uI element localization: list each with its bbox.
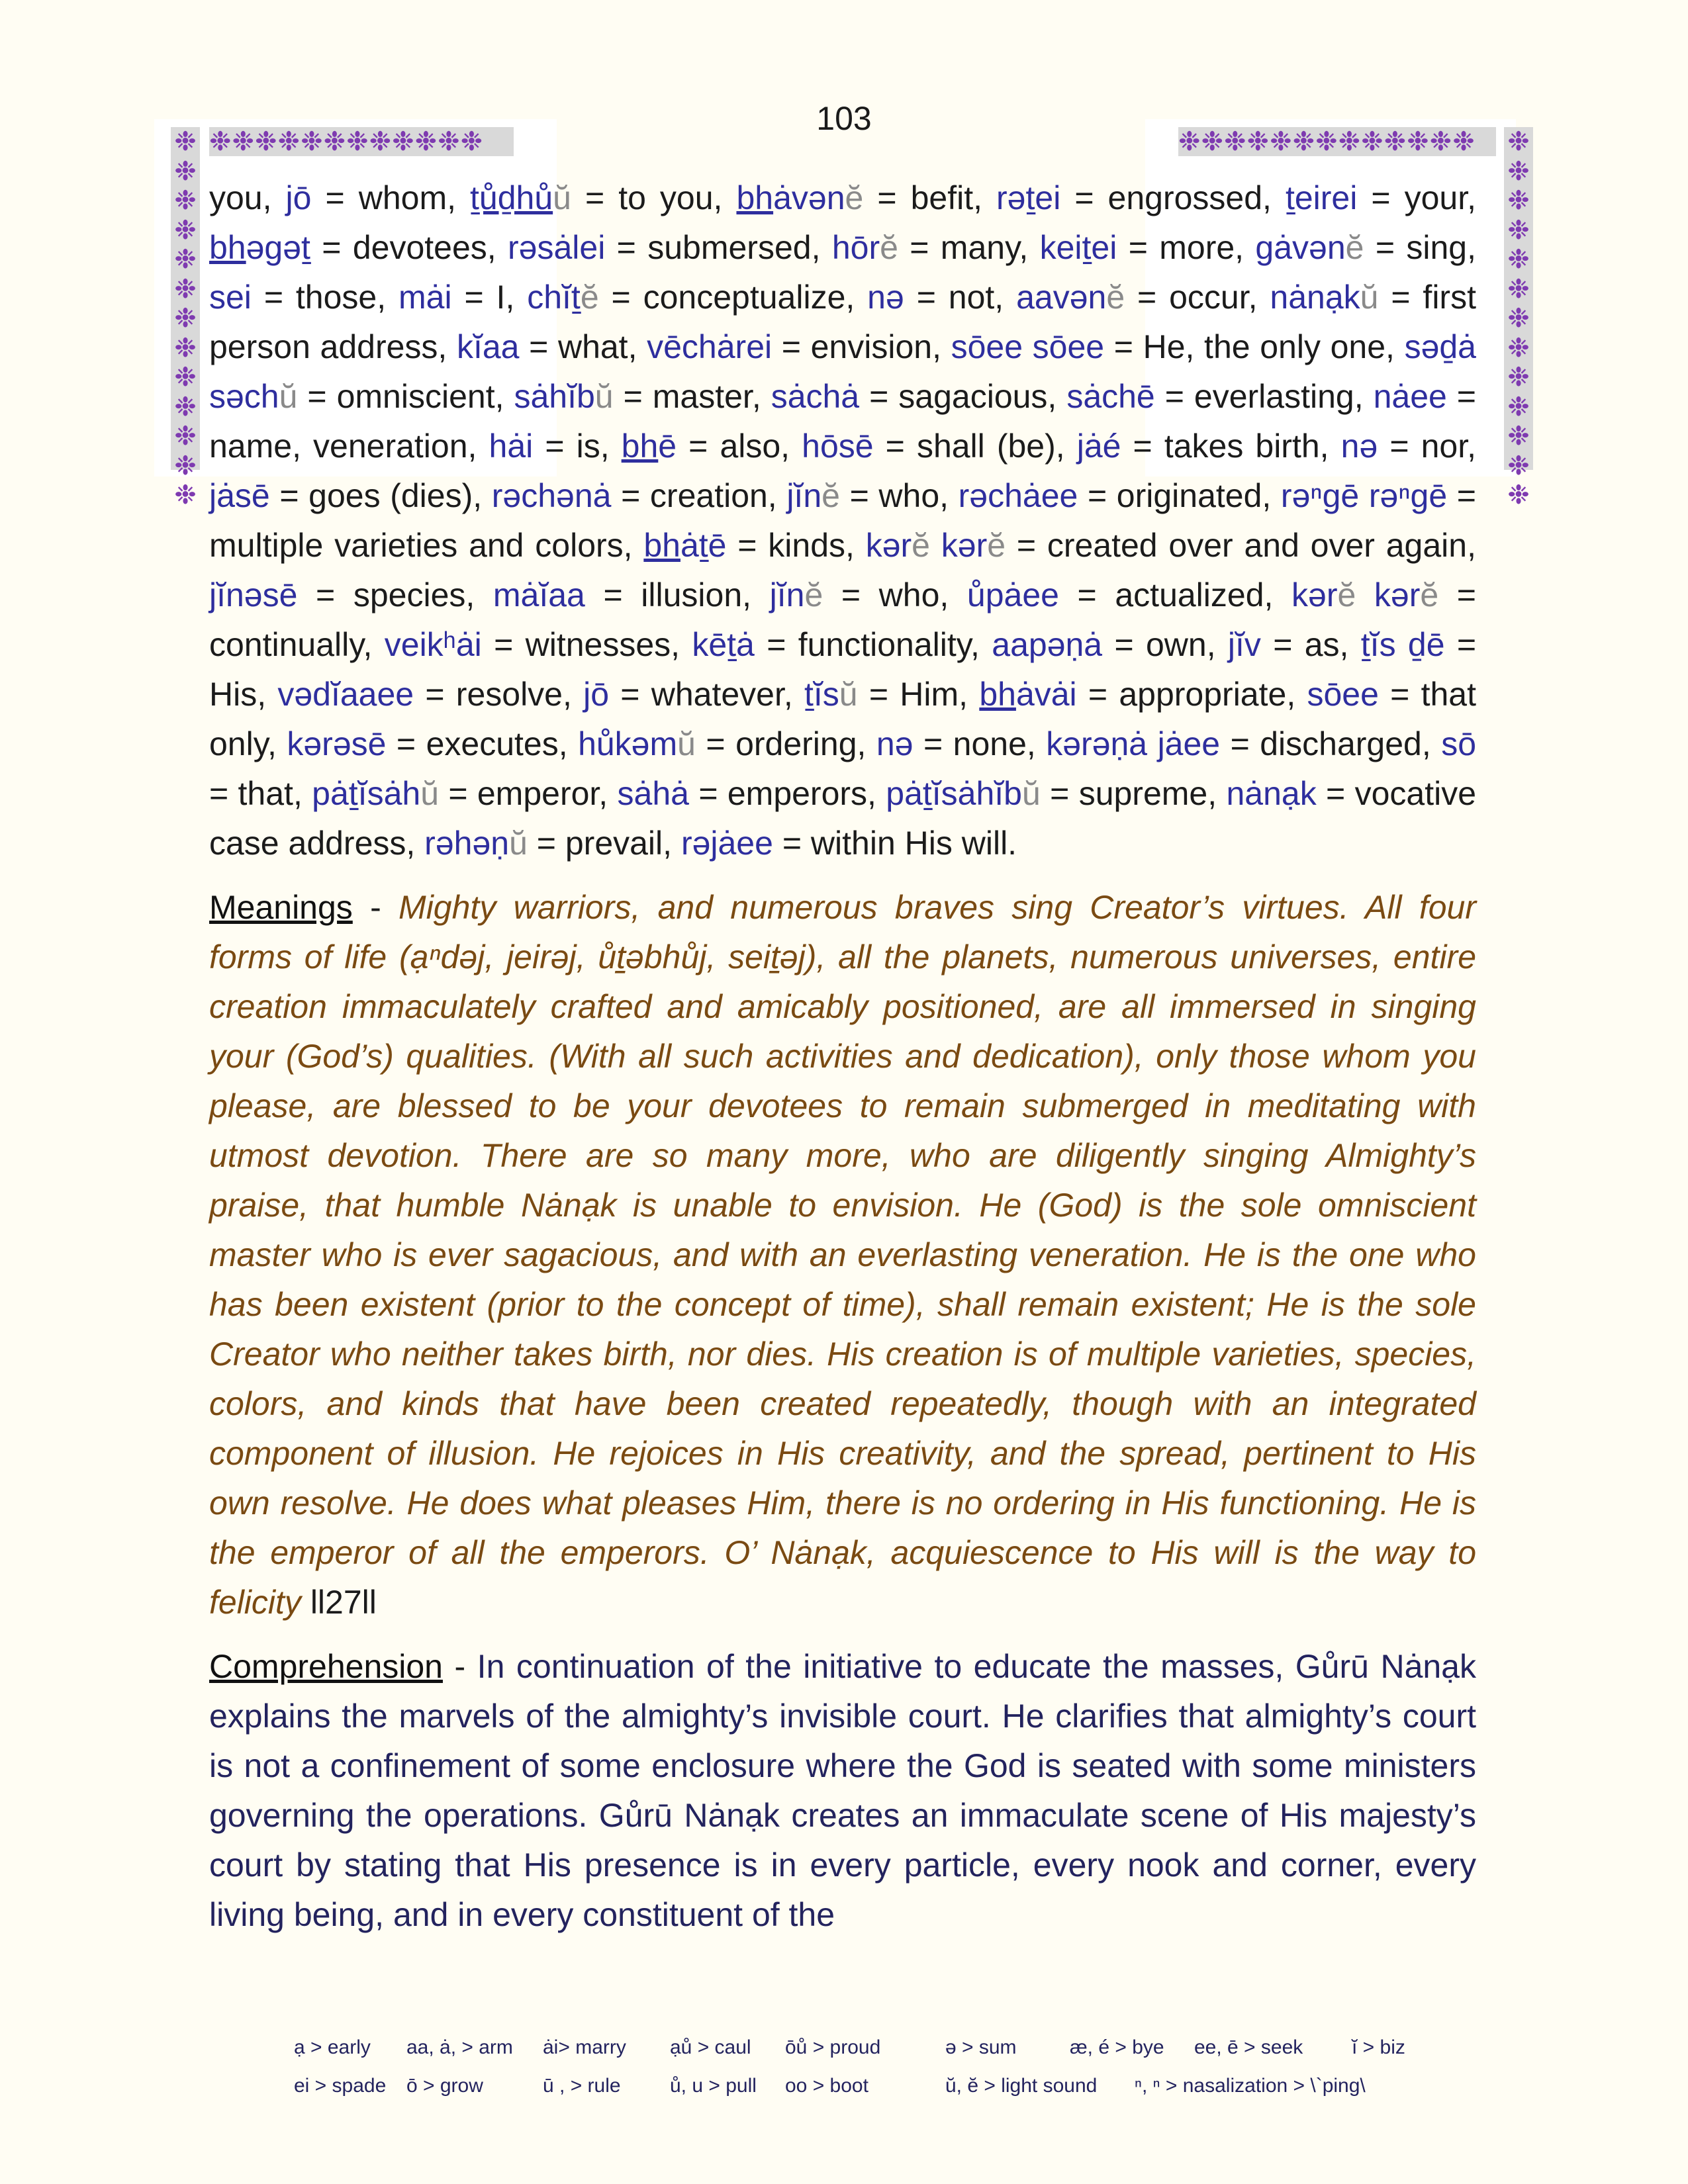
gloss-transliteration: chĭṯ: [527, 279, 581, 316]
gloss-transliteration: pȧṯĭsȧhĭb: [886, 775, 1022, 812]
gloss-transliteration: ȧvən: [773, 179, 845, 216]
gloss-light-sound: ĕ: [880, 229, 898, 266]
gloss-transliteration: rəṯei: [996, 179, 1061, 216]
gloss-english: = Him,: [857, 676, 980, 713]
gloss-transliteration: jȧsē: [209, 477, 270, 514]
gloss-transliteration: bh: [979, 676, 1016, 713]
gloss-english: = occur,: [1125, 279, 1270, 316]
pronunciation-key: [294, 2028, 1485, 2105]
key-item: ə > sum: [945, 2036, 1017, 2058]
gloss-transliteration: jȧé: [1076, 428, 1121, 465]
gloss-english: = kinds,: [726, 527, 866, 564]
gloss-light-sound: ĕ: [1420, 576, 1439, 614]
gloss-transliteration: rəchȧee: [958, 477, 1078, 514]
comprehension-paragraph: [209, 1642, 1476, 1940]
gloss-transliteration: bh: [621, 428, 659, 465]
meanings-label: Meanings: [209, 889, 353, 926]
gloss-transliteration: jĭv: [1227, 626, 1261, 663]
gloss-english: = He, the only one,: [1104, 328, 1405, 365]
gloss-transliteration: kər: [1356, 576, 1421, 614]
gloss-english: = species,: [297, 576, 493, 614]
gloss-english: = actualized,: [1058, 576, 1292, 614]
gloss-transliteration: nə: [1340, 428, 1378, 465]
gloss-light-sound: ĕ: [1106, 279, 1125, 316]
gloss-light-sound: ŭ: [839, 676, 858, 713]
ornament-border-left: ❉ ❉ ❉ ❉ ❉ ❉ ❉ ❉ ❉ ❉ ❉ ❉ ❉: [171, 127, 200, 470]
gloss-transliteration: gȧvən: [1255, 229, 1346, 266]
comprehension-separator: -: [442, 1648, 477, 1685]
gloss-transliteration: vədĭaaee: [277, 676, 414, 713]
gloss-english: = own,: [1102, 626, 1228, 663]
gloss-english: = creation,: [611, 477, 787, 514]
gloss-transliteration: nȧee: [1373, 378, 1447, 415]
key-item: ạ > early: [294, 2036, 371, 2058]
gloss-light-sound: ŭ: [420, 775, 439, 812]
gloss-transliteration: jō: [583, 676, 610, 713]
gloss-english: = emperors,: [688, 775, 886, 812]
gloss-english: = sagacious,: [859, 378, 1067, 415]
gloss-transliteration: ṯůḏhů: [470, 179, 553, 216]
gloss-transliteration: kər: [1291, 576, 1338, 614]
gloss-english: you,: [209, 179, 286, 216]
meanings-text: Mighty warriors, and numerous braves sing Creator’s virtues. All four forms of life (ạⁿdəj, jeirəj, ůṯəbhůj, seiṯəj), all the planets, numerous universes, entire creation immaculately crafted and amicably positioned, are all immersed in singing your (God’s) qualities. (With all such activities and dedication), only those whom you please, are blessed to be your devotees to remain submerged in meditating with utmost devotion. There are so many more, who are diligently singing Almighty’s praise, that humble Nȧnạk is unable to envision. He (God) is the sole omniscient master who is ever sagacious, and with an everlasting veneration. He is the one who has been existent (prior to the concept of time), shall remain existent; He is the sole Creator who neither takes birth, nor dies. His creation is of multiple varieties, species, colors, and kinds that have been created repeatedly, though with an integrated component of illusion. He rejoices in His creativity, and the spread, pertinent to His own resolve. He does what pleases Him, there is no ordering in His functioning. He is the emperor of all the emperors. O’ Nȧnạk, acquiescence to His will is the way to felicity: [209, 889, 1476, 1621]
gloss-english: = witnesses,: [481, 626, 692, 663]
key-item: ō > grow: [406, 2075, 483, 2097]
gloss-light-sound: ĕ: [580, 279, 599, 316]
meanings-paragraph: [209, 883, 1476, 1627]
key-item: ōů > proud: [785, 2036, 881, 2058]
gloss-english: = name, veneration,: [209, 378, 1476, 465]
page-number: 103: [816, 100, 872, 137]
gloss-english: = goes (dies),: [269, 477, 492, 514]
gloss-transliteration: nȧnạk: [1226, 775, 1317, 812]
gloss-english: = takes birth,: [1121, 428, 1341, 465]
gloss-english: = engrossed,: [1060, 179, 1286, 216]
gloss-english: = whatever,: [609, 676, 804, 713]
gloss-english: = many,: [898, 229, 1040, 266]
gloss-english: = prevail,: [527, 825, 681, 862]
gloss-transliteration: sȧchȧ: [771, 378, 860, 415]
word-glossary: [209, 173, 1476, 868]
gloss-light-sound: ŭ: [594, 378, 614, 415]
gloss-transliteration: kərəṇȧ jȧee: [1046, 725, 1221, 762]
key-item: ⁿ, ⁿ > nasalization > \`ping\: [1135, 2075, 1366, 2097]
gloss-english: = emperor,: [439, 775, 618, 812]
gloss-english: = multiple varieties and colors,: [209, 477, 1476, 564]
key-item: ŭ, ĕ > light sound: [945, 2075, 1098, 2097]
gloss-english: = omniscient,: [297, 378, 514, 415]
gloss-transliteration: ṯĭs: [804, 676, 839, 713]
gloss-transliteration: hȧi: [489, 428, 534, 465]
gloss-transliteration: rəⁿgē rəⁿgē: [1280, 477, 1448, 514]
key-item: ee, ē > seek: [1194, 2036, 1303, 2058]
gloss-english: = that,: [209, 775, 312, 812]
gloss-english: = also,: [677, 428, 802, 465]
gloss-english: = vocative case address,: [209, 775, 1477, 862]
gloss-english: = conceptualize,: [598, 279, 868, 316]
gloss-transliteration: rəchənȧ: [491, 477, 612, 514]
gloss-transliteration: əgəṯ: [246, 229, 310, 266]
gloss-transliteration: kərəsē: [287, 725, 387, 762]
gloss-transliteration: səḏȧ səch: [209, 328, 1476, 415]
gloss-transliteration: keiṯei: [1039, 229, 1117, 266]
ornament-border-top-right: ❉❉❉❉❉❉❉❉❉❉❉❉❉: [1178, 127, 1496, 156]
key-item: ei > spade: [294, 2075, 387, 2097]
key-item: aa, ȧ, > arm: [406, 2036, 513, 2058]
gloss-english: = envision,: [772, 328, 951, 365]
gloss-english: = who,: [839, 477, 959, 514]
gloss-transliteration: kər: [929, 527, 988, 564]
gloss-transliteration: pȧṯĭsȧh: [312, 775, 421, 812]
gloss-transliteration: rəjȧee: [680, 825, 773, 862]
gloss-transliteration: rəhəṇ: [424, 825, 510, 862]
gloss-english: = none,: [913, 725, 1047, 762]
ornament-border-top-left: ❉❉❉❉❉❉❉❉❉❉❉❉: [209, 127, 514, 156]
gloss-english: = continually,: [209, 576, 1476, 663]
gloss-english: = devotees,: [310, 229, 508, 266]
gloss-transliteration: aapəṇȧ: [992, 626, 1103, 663]
pronunciation-key-row-2: [294, 2067, 1485, 2105]
gloss-light-sound: ŭ: [553, 179, 571, 216]
gloss-transliteration: ṯĭs ḏē: [1360, 626, 1445, 663]
key-item: oo > boot: [785, 2075, 868, 2097]
meanings-separator: -: [352, 889, 399, 926]
gloss-english: = functionality,: [754, 626, 992, 663]
key-item: ạů > caul: [670, 2036, 751, 2058]
ornament-border-right: ❉ ❉ ❉ ❉ ❉ ❉ ❉ ❉ ❉ ❉ ❉ ❉ ❉: [1504, 127, 1533, 470]
gloss-transliteration: jō: [285, 179, 312, 216]
verse-number-mark: ll27ll: [301, 1584, 377, 1621]
gloss-transliteration: ůpȧee: [966, 576, 1059, 614]
gloss-english: = first person address,: [209, 279, 1476, 365]
pronunciation-key-row-1: [294, 2028, 1485, 2067]
gloss-transliteration: hōr: [831, 229, 880, 266]
gloss-light-sound: ŭ: [1022, 775, 1041, 812]
gloss-english: = resolve,: [414, 676, 584, 713]
gloss-english: = everlasting,: [1154, 378, 1374, 415]
gloss-transliteration: bh: [209, 229, 246, 266]
gloss-transliteration: mȧi: [399, 279, 452, 316]
gloss-transliteration: mȧĭaa: [492, 576, 585, 614]
gloss-english: = originated,: [1078, 477, 1281, 514]
gloss-transliteration: nə: [867, 279, 904, 316]
gloss-transliteration: ṯeirei: [1285, 179, 1358, 216]
gloss-english: = appropriate,: [1076, 676, 1307, 713]
gloss-transliteration: vēchȧrei: [647, 328, 773, 365]
gloss-light-sound: ŭ: [279, 378, 298, 415]
gloss-english: = I,: [451, 279, 528, 316]
gloss-light-sound: ĕ: [987, 527, 1006, 564]
gloss-transliteration: kēṯȧ: [692, 626, 755, 663]
gloss-english: = your,: [1357, 179, 1476, 216]
gloss-transliteration: aavən: [1016, 279, 1107, 316]
gloss-english: = supreme,: [1040, 775, 1227, 812]
gloss-transliteration: sōee: [1307, 676, 1379, 713]
gloss-english: = discharged,: [1220, 725, 1442, 762]
comprehension-label: Comprehension: [209, 1648, 443, 1685]
key-item: ū , > rule: [543, 2075, 621, 2097]
gloss-english: = not,: [904, 279, 1017, 316]
gloss-transliteration: sȧchē: [1066, 378, 1155, 415]
gloss-transliteration: nə: [876, 725, 914, 762]
gloss-light-sound: ĕ: [804, 576, 823, 614]
gloss-english: = who,: [823, 576, 967, 614]
gloss-transliteration: bh: [643, 527, 680, 564]
gloss-english: = more,: [1117, 229, 1256, 266]
gloss-transliteration: hůkəm: [578, 725, 678, 762]
gloss-english: = nor,: [1378, 428, 1477, 465]
gloss-light-sound: ŭ: [1360, 279, 1379, 316]
gloss-transliteration: kĭaa: [456, 328, 520, 365]
gloss-english: = submersed,: [605, 229, 832, 266]
gloss-light-sound: ĕ: [821, 477, 840, 514]
gloss-light-sound: ĕ: [1337, 576, 1356, 614]
gloss-english: = shall (be),: [873, 428, 1077, 465]
key-item: æ, é > bye: [1070, 2036, 1164, 2058]
key-item: ȧi> marry: [543, 2036, 626, 2058]
gloss-light-sound: ŭ: [509, 825, 528, 862]
gloss-english: = is,: [533, 428, 622, 465]
key-item: ĭ > biz: [1352, 2036, 1405, 2058]
gloss-transliteration: sō: [1441, 725, 1477, 762]
gloss-english: = as,: [1260, 626, 1361, 663]
gloss-english: = executes,: [386, 725, 579, 762]
gloss-light-sound: ĕ: [845, 179, 864, 216]
gloss-transliteration: sei: [209, 279, 252, 316]
key-item: ů, u > pull: [670, 2075, 757, 2097]
gloss-transliteration: sōee sōee: [951, 328, 1105, 365]
gloss-english: = what,: [519, 328, 647, 365]
gloss-transliteration: jĭn: [786, 477, 822, 514]
gloss-light-sound: ĕ: [1345, 229, 1364, 266]
gloss-light-sound: ŭ: [677, 725, 696, 762]
gloss-english: = to you,: [571, 179, 737, 216]
gloss-transliteration: veikʰȧi: [384, 626, 482, 663]
gloss-english: = within His will.: [773, 825, 1017, 862]
gloss-english: = that only,: [209, 676, 1476, 762]
gloss-transliteration: ē: [658, 428, 677, 465]
gloss-english: = created over and over again,: [1006, 527, 1476, 564]
gloss-english: = sing,: [1364, 229, 1476, 266]
gloss-english: = His,: [209, 626, 1477, 713]
gloss-english: = master,: [613, 378, 771, 415]
gloss-transliteration: nȧnạk: [1270, 279, 1360, 316]
gloss-light-sound: ĕ: [912, 527, 930, 564]
gloss-transliteration: bh: [736, 179, 774, 216]
gloss-transliteration: jĭn: [769, 576, 805, 614]
gloss-transliteration: jĭnəsē: [209, 576, 298, 614]
gloss-transliteration: ȧvȧi: [1015, 676, 1077, 713]
gloss-transliteration: hōsē: [802, 428, 874, 465]
gloss-english: = illusion,: [585, 576, 770, 614]
gloss-transliteration: rəsȧlei: [508, 229, 606, 266]
gloss-english: = those,: [251, 279, 399, 316]
gloss-transliteration: sȧhȧ: [617, 775, 689, 812]
gloss-english: = whom,: [311, 179, 471, 216]
comprehension-text: In continuation of the initiative to educate the masses, Gůrū Nȧnạk explains the marvels of the almighty’s invisible court. He clarifies that almighty’s court is not a confinement of some enclosure where the God is seated with some ministers governing the operations. Gůrū Nȧnạk creates an immaculate scene of His majesty’s court by stating that His presence is in every particle, every nook and corner, every living being, and in every constituent of the: [209, 1648, 1476, 1933]
gloss-english: = befit,: [863, 179, 997, 216]
gloss-transliteration: sȧhĭb: [514, 378, 595, 415]
gloss-english: = ordering,: [695, 725, 876, 762]
gloss-transliteration: kər: [865, 527, 912, 564]
gloss-transliteration: ȧṯē: [680, 527, 727, 564]
page-content: [209, 173, 1476, 1940]
